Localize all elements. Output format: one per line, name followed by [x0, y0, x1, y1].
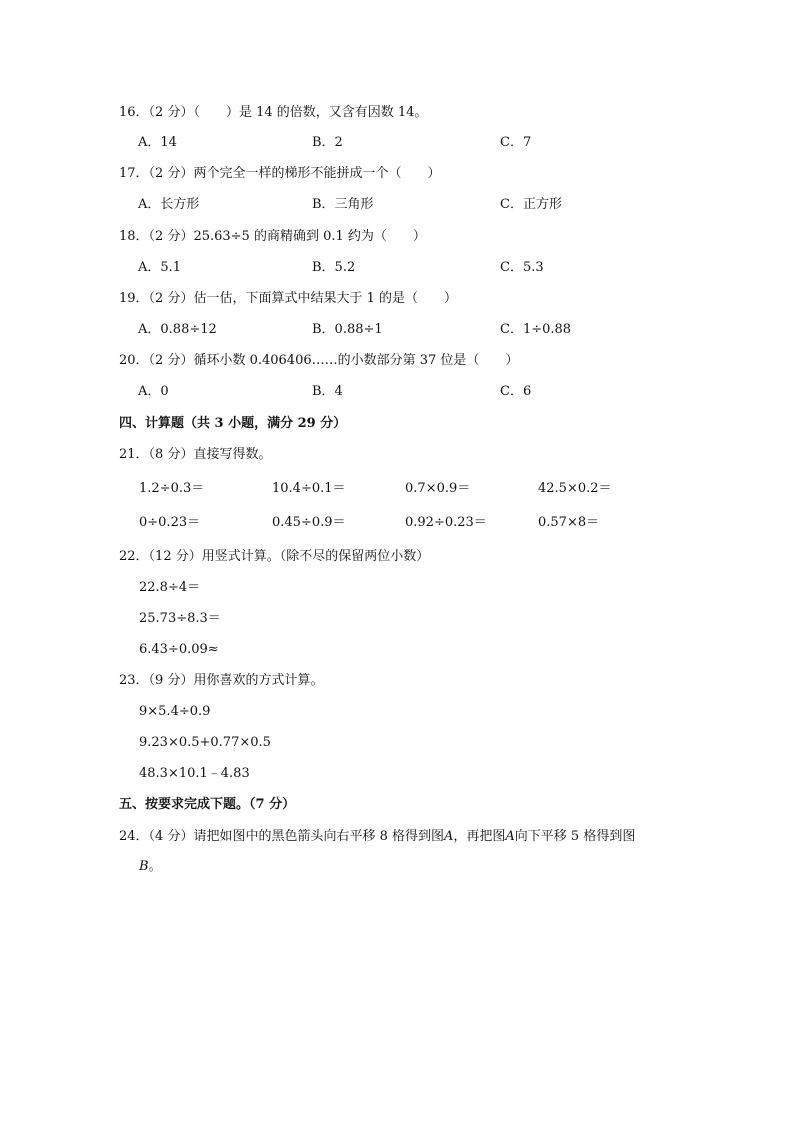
figure-label-a: A: [505, 829, 515, 844]
calc-item: 1.2÷0.3＝: [139, 481, 205, 496]
section-5-heading: 五、按要求完成下题。（7 分）: [119, 797, 296, 812]
question-number: 16．: [119, 105, 149, 120]
question-number: 19．: [119, 291, 149, 306]
question-stem: （ ）是 14 的倍数，又含有因数 14。: [193, 105, 428, 120]
option-b[interactable]: B．三角形: [312, 197, 374, 212]
question-stem: 循环小数 0.406406……的小数部分第 37 位是（ ）: [193, 353, 519, 368]
calc-item: 9×5.4÷0.9: [139, 704, 211, 719]
question-stem: 两个完全一样的梯形不能拼成一个（ ）: [193, 166, 441, 181]
question-number: 22．: [119, 549, 149, 564]
option-a[interactable]: A．0: [138, 384, 169, 399]
question-stem: 用你喜欢的方式计算。: [193, 673, 324, 688]
question-score: （2 分）: [148, 353, 194, 368]
figure-label-a: A: [444, 829, 454, 844]
option-c[interactable]: C．1÷0.88: [500, 322, 572, 337]
option-b[interactable]: B．0.88÷1: [312, 322, 383, 337]
question-stem: 用竖式计算。（除不尽的保留两位小数）: [201, 549, 430, 564]
calc-item: 10.4÷0.1＝: [272, 481, 346, 496]
section-4-heading: 四、计算题（共 3 小题，满分 29 分）: [119, 416, 347, 431]
figure-label-b: B: [139, 859, 149, 874]
question-score: （2 分）: [148, 229, 194, 244]
calc-item: 0.45÷0.9＝: [272, 515, 346, 530]
option-b[interactable]: B．5.2: [312, 260, 356, 275]
question-number: 24．: [119, 829, 149, 844]
option-a[interactable]: A．0.88÷12: [138, 322, 217, 337]
calc-item: 0÷0.23＝: [139, 515, 201, 530]
calc-item: 0.7×0.9＝: [405, 481, 471, 496]
question-number: 18．: [119, 229, 149, 244]
question-score: （2 分）: [148, 105, 194, 120]
calc-item: 0.92÷0.23＝: [405, 515, 487, 530]
question-score: （2 分）: [148, 291, 194, 306]
calc-item: 6.43÷0.09≈: [139, 642, 219, 657]
question-number: 20．: [119, 353, 149, 368]
option-c[interactable]: C．5.3: [500, 260, 544, 275]
question-stem: 25.63÷5 的商精确到 0.1 约为（ ）: [193, 229, 426, 244]
question-number: 17．: [119, 166, 149, 181]
calc-item: 42.5×0.2＝: [538, 481, 612, 496]
option-a[interactable]: A．5.1: [138, 260, 182, 275]
calc-item: 48.3×10.1﹣4.83: [139, 766, 250, 781]
option-b[interactable]: B．4: [312, 384, 343, 399]
calc-item: 25.73÷8.3＝: [139, 611, 221, 626]
question-score: （4 分）: [148, 829, 194, 844]
question-score: （9 分）: [148, 673, 194, 688]
calc-item: 0.57×8＝: [538, 515, 600, 530]
question-stem: 请把如图中的黑色箭头向右平移 8 格得到图: [193, 829, 444, 844]
option-c[interactable]: C．正方形: [500, 197, 562, 212]
question-score: （12 分）: [148, 549, 202, 564]
option-b[interactable]: B．2: [312, 135, 343, 150]
option-c[interactable]: C．6: [500, 384, 532, 399]
question-score: （2 分）: [148, 166, 194, 181]
option-c[interactable]: C．7: [500, 135, 532, 150]
calc-item: 9.23×0.5+0.77×0.5: [139, 735, 271, 750]
calc-item: 22.8÷4＝: [139, 580, 201, 595]
option-a[interactable]: A．14: [138, 135, 177, 150]
question-stem: 估一估，下面算式中结果大于 1 的是（ ）: [193, 291, 457, 306]
question-score: （8 分）: [148, 447, 194, 462]
question-number: 23．: [119, 673, 149, 688]
question-stem: 直接写得数。: [193, 447, 272, 462]
option-a[interactable]: A．长方形: [138, 197, 200, 212]
question-number: 21．: [119, 447, 149, 462]
